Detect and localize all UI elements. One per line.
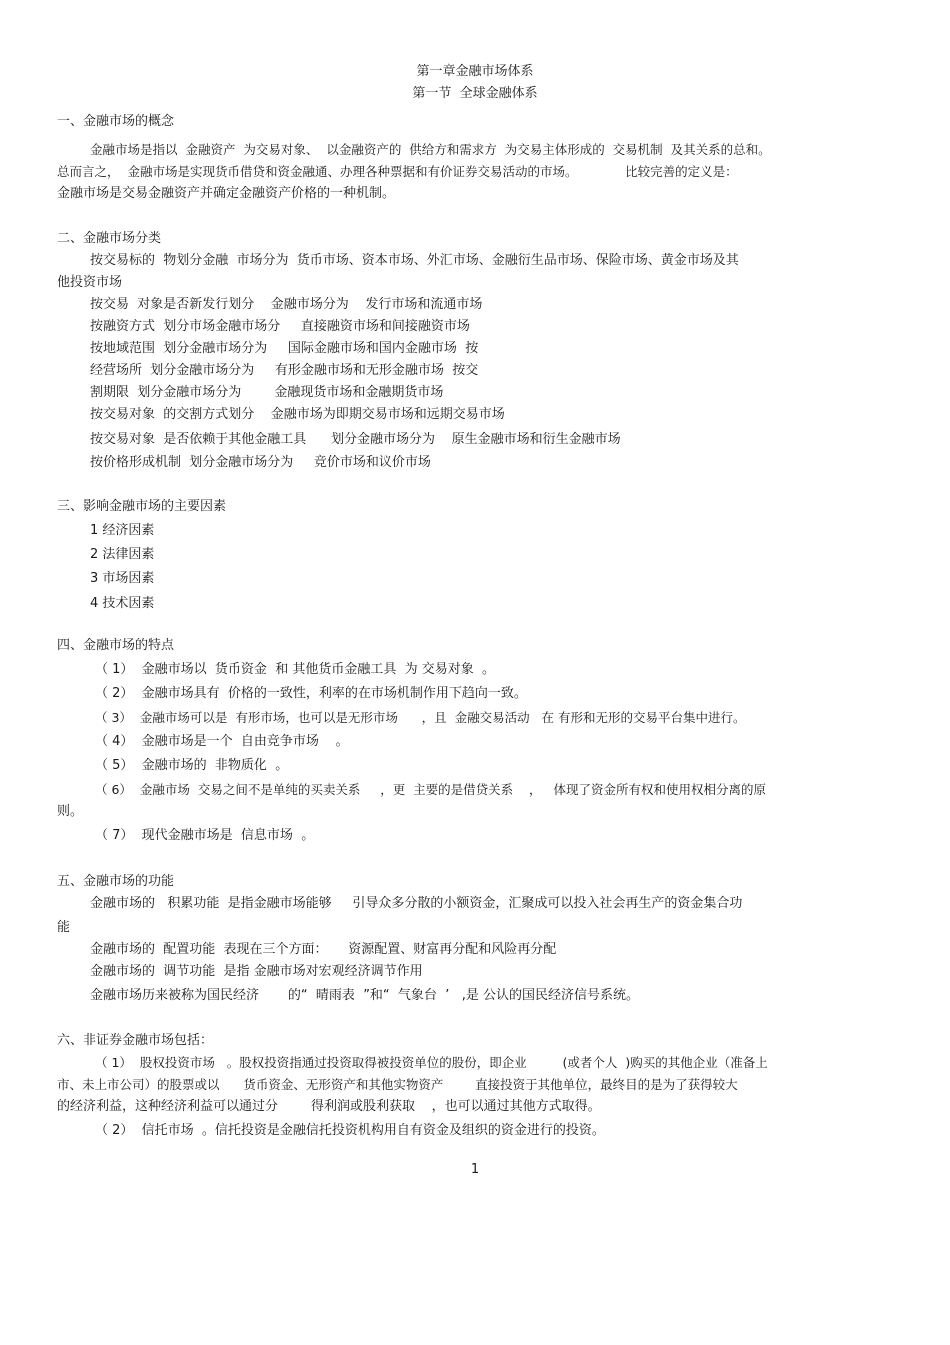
section-title: 第一节 全球金融体系 xyxy=(412,86,538,101)
s2-line: 按融资方式 划分市场金融市场分 直接融资市场和间接融资市场 xyxy=(90,319,470,334)
s1-line: 金融市场是交易金融资产并确定金融资产价格的一种机制。 xyxy=(57,186,396,201)
s5-line: 金融市场历来被称为国民经济 的“ 晴雨表 ”和“ 气象台 ’ ,是 公认的国民经济信号系统。 xyxy=(90,988,639,1003)
s4-line: 则。 xyxy=(57,804,84,819)
s2-line: 按地域范围 划分金融市场分为 国际金融市场和国内金融市场 按 xyxy=(90,341,479,356)
s1-line: 总而言之， 金融市场是实现货币借贷和资金融通、办理各种票据和有价证券交易活动的市场。 比较完善的定义是： xyxy=(57,164,738,179)
s3-line: 2 法律因素 xyxy=(90,547,155,562)
s5-line: 能 xyxy=(57,920,71,935)
s4-line: （ 6） 金融市场 交易之间不是单纯的买卖关系 ，更 主要的是借贷关系 ， 体现了资金所有权和使用权相分离的原 xyxy=(95,782,766,797)
s2-line: 按交易 对象是否新发行划分 金融市场分为 发行市场和流通市场 xyxy=(90,297,483,312)
s4-line: （ 1） 金融市场以 货币资金 和 其他货币金融工具 为 交易对象 。 xyxy=(95,662,495,677)
page-number: 1 xyxy=(470,1162,480,1177)
s4-line: （ 3） 金融市场可以是 有形市场，也可以是无形市场 ，且 金融交易活动 在 有形和无形的交易平台集中进行。 xyxy=(95,710,746,725)
s1-line: 金融市场是指以 金融资产 为交易对象、 以金融资产的 供给方和需求方 为交易主体形成的 交易机制 及其关系的总和。 xyxy=(90,142,771,157)
s5-line: 金融市场的 调节功能 是指 金融市场对宏观经济调节作用 xyxy=(90,964,423,979)
s2-line: 按交易对象 是否依赖于其他金融工具 划分金融市场分为 原生金融市场和衍生金融市场 xyxy=(90,432,621,447)
s4-heading: 四、金融市场的特点 xyxy=(57,638,175,653)
s2-line: 按价格形成机制 划分金融市场分为 竞价市场和议价市场 xyxy=(90,455,431,470)
chapter-title: 第一章金融市场体系 xyxy=(416,64,534,79)
s4-line: （ 7） 现代金融市场是 信息市场 。 xyxy=(95,828,315,843)
s5-heading: 五、金融市场的功能 xyxy=(57,874,175,889)
s2-line: 按交易标的 物划分金融 市场分为 货币市场、资本市场、外汇市场、金融衍生品市场、保险市场、黄金市场及其 xyxy=(90,253,739,268)
s6-line: 市、未上市公司）的股票或以 货币资金、无形资产和其他实物资产 直接投资于其他单位，最终目的是为了获得较大 xyxy=(57,1077,738,1092)
s3-heading: 三、影响金融市场的主要因素 xyxy=(57,499,227,514)
s5-line: 金融市场的 积累功能 是指金融市场能够 引导众多分散的小额资金，汇聚成可以投入社会再生产的资金集合功 xyxy=(90,896,743,911)
s2-line: 割期限 划分金融市场分为 金融现货市场和金融期货市场 xyxy=(90,385,444,400)
s4-line: （ 4） 金融市场是一个 自由竞争市场 。 xyxy=(95,734,349,749)
s6-heading: 六、非证券金融市场包括： xyxy=(57,1033,214,1048)
s2-heading: 二、金融市场分类 xyxy=(57,231,162,246)
s3-line: 3 市场因素 xyxy=(90,571,155,586)
s2-line: 他投资市场 xyxy=(57,275,123,290)
s3-line: 4 技术因素 xyxy=(90,596,155,611)
s4-line: （ 5） 金融市场的 非物质化 。 xyxy=(95,758,289,773)
s6-line: （ 2） 信托市场 。信托投资是金融信托投资机构用自有资金及组织的资金进行的投资。 xyxy=(95,1123,605,1138)
s2-line: 按交易对象 的交割方式划分 金融市场为即期交易市场和远期交易市场 xyxy=(90,407,505,422)
s6-line: （ 1） 股权投资市场 。股权投资指通过投资取得被投资单位的股份，即企业 (或者个人 )购买的其他企业（准备上 xyxy=(95,1055,768,1070)
s2-line: 经营场所 划分金融市场分为 有形金融市场和无形金融市场 按交 xyxy=(90,363,479,378)
s1-heading: 一、金融市场的概念 xyxy=(57,114,175,129)
s3-line: 1 经济因素 xyxy=(90,523,155,538)
s5-line: 金融市场的 配置功能 表现在三个方面： 资源配置、财富再分配和风险再分配 xyxy=(90,942,557,957)
s6-line: 的经济利益，这种经济利益可以通过分 得利润或股利获取 ，也可以通过其他方式取得。 xyxy=(57,1099,601,1114)
s4-line: （ 2） 金融市场具有 价格的一致性，利率的在市场机制作用下趋向一致。 xyxy=(95,686,527,701)
